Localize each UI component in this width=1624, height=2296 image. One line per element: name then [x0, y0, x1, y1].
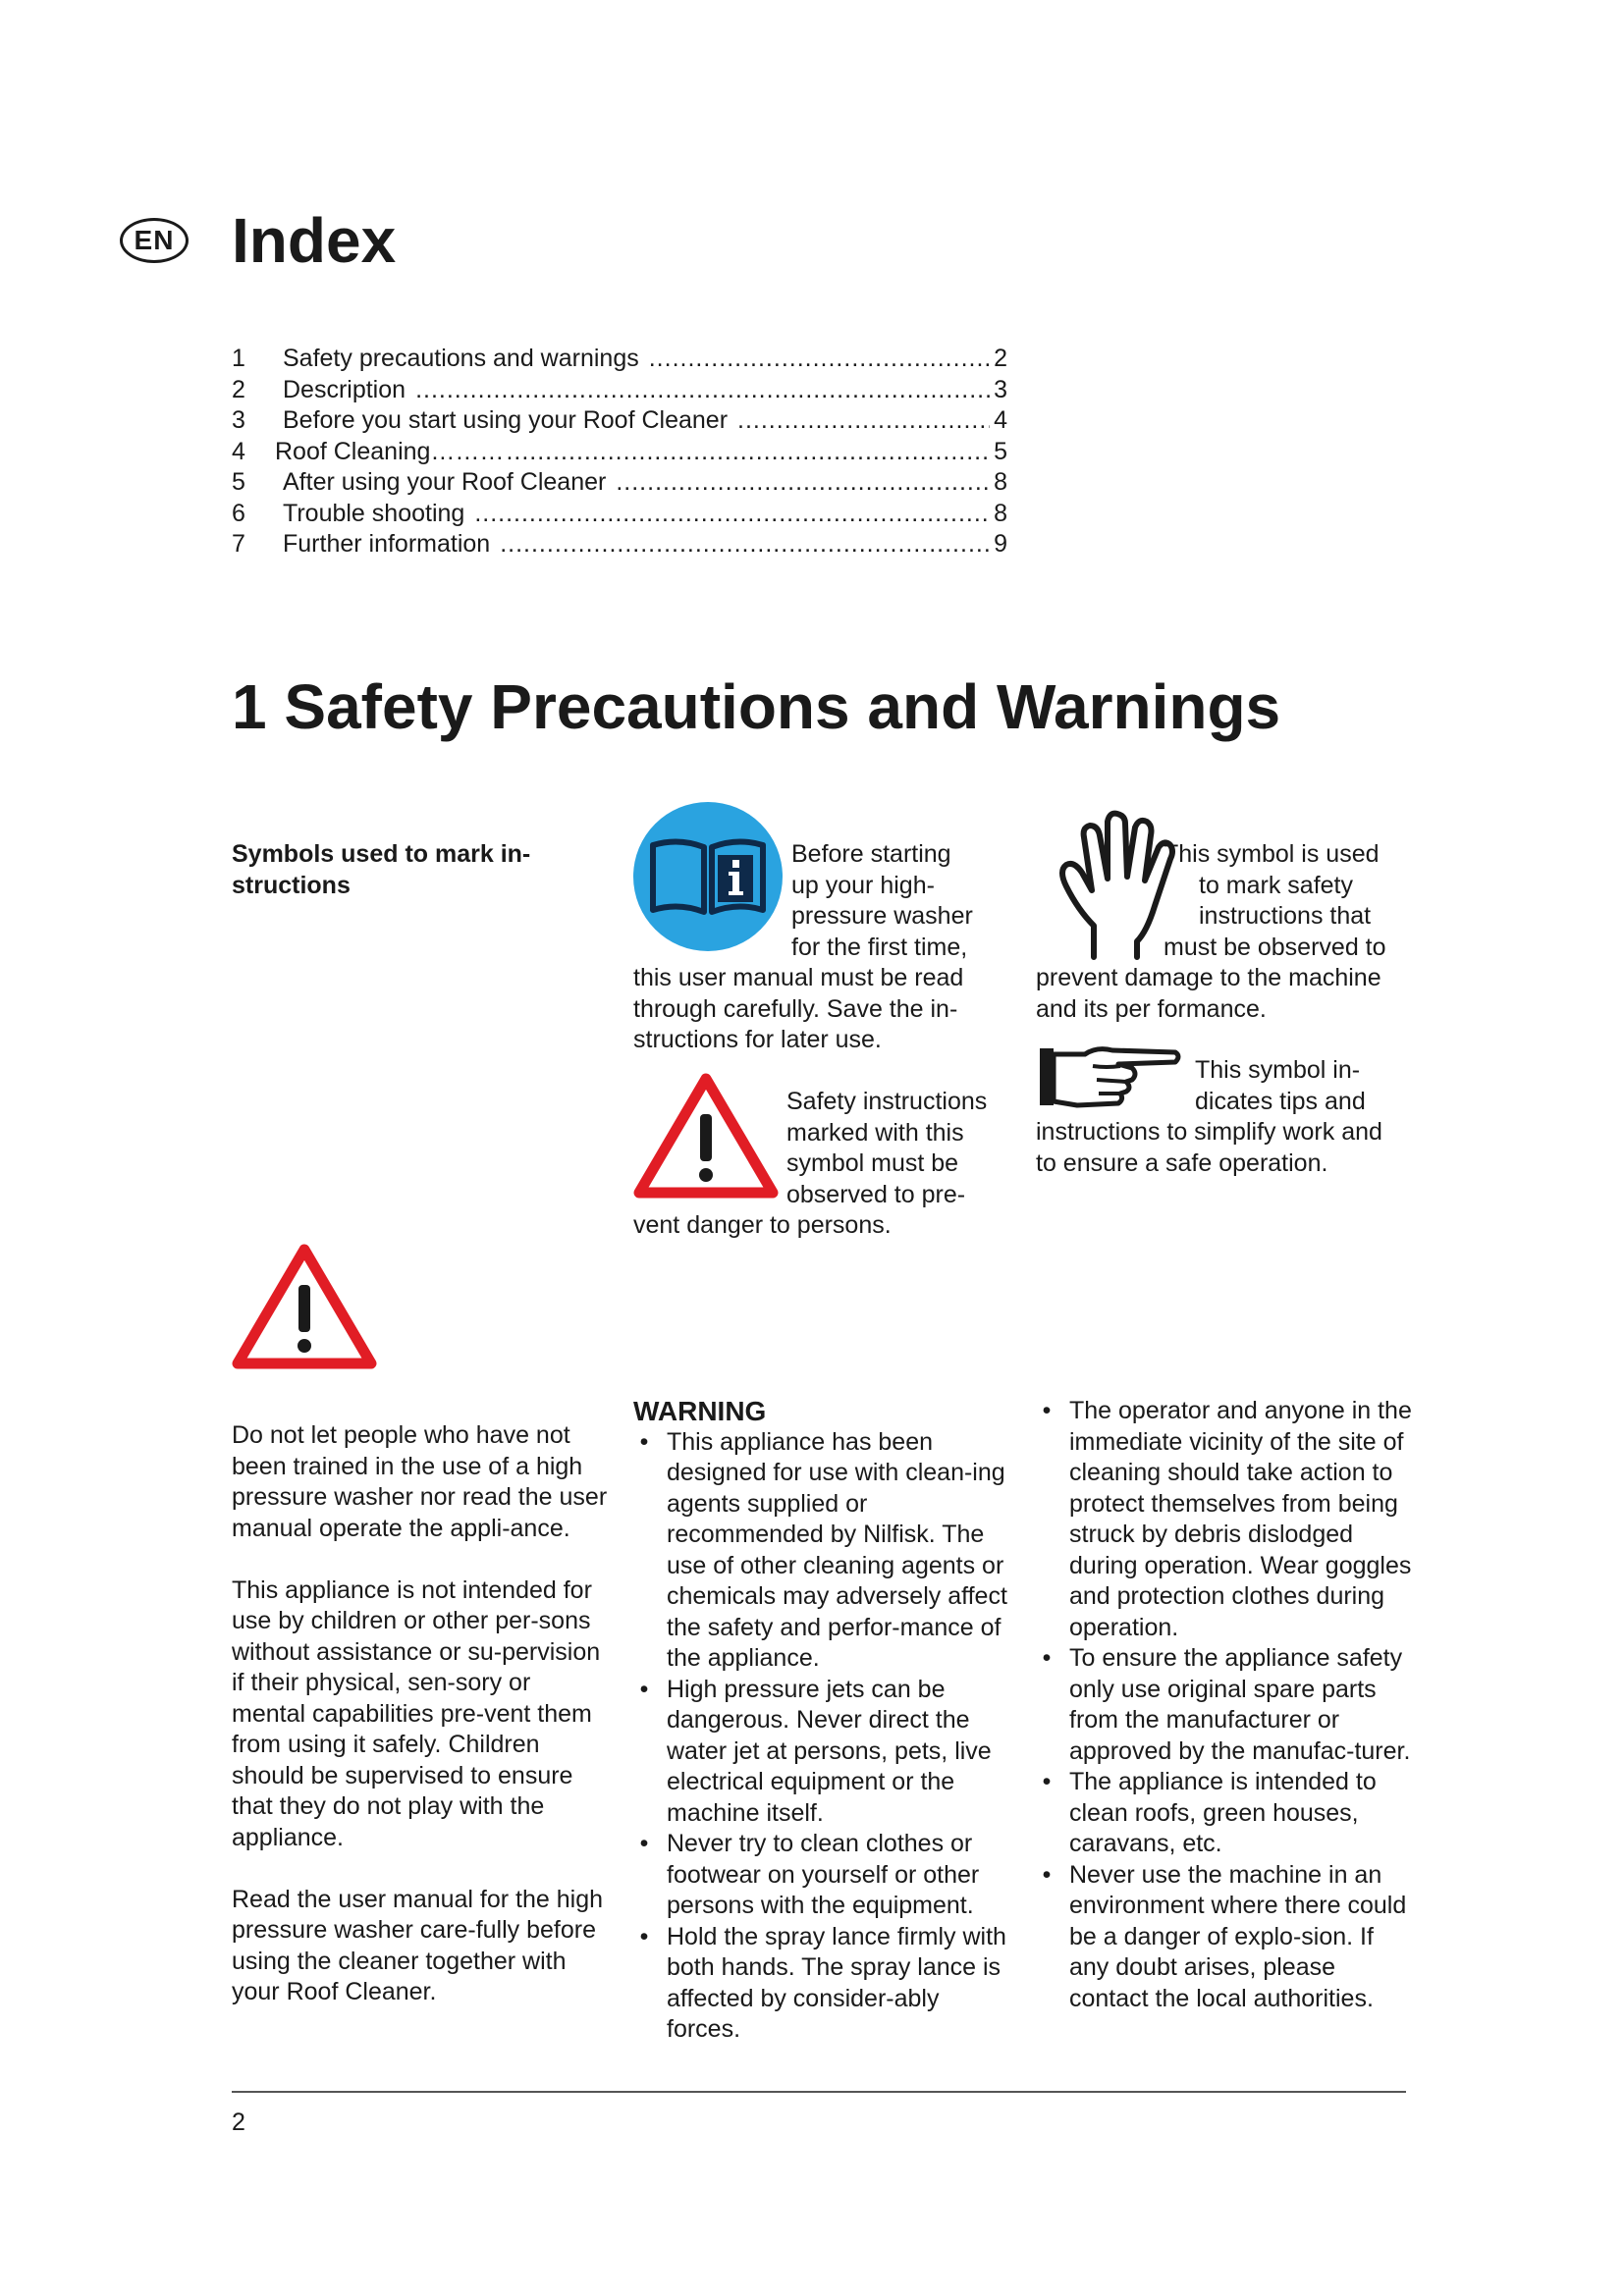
warning-symbol-description-wrap	[786, 1087, 1027, 1210]
hand-symbol-text-line: This symbol is used	[1164, 840, 1380, 868]
table-of-contents	[232, 344, 1007, 561]
manual-symbol-text-line: Before starting	[791, 840, 951, 868]
toc-entry-label: Trouble shooting	[283, 499, 465, 527]
toc-entry-number: 3	[232, 406, 245, 434]
toc-leader-dots	[500, 529, 990, 561]
manual-symbol-text-line: this user manual must be read	[633, 964, 964, 991]
warning-bullet: • Never try to clean clothes or footwear on yourself or other persons with the equipment.	[633, 1829, 1018, 1922]
toc-entry[interactable]	[232, 437, 1007, 468]
toc-entry-label: Safety precautions and warnings	[283, 345, 639, 372]
toc-entry[interactable]	[232, 344, 1007, 375]
read-manual-icon	[633, 802, 783, 951]
warning-triangle-icon	[633, 1073, 779, 1199]
toc-leader-dots	[474, 499, 990, 530]
hand-symbol-text-line: must be observed to	[1164, 933, 1386, 961]
toc-entry-label: After using your Roof Cleaner	[283, 468, 607, 496]
toc-entry[interactable]	[232, 467, 1007, 499]
toc-entry-page: 5	[994, 437, 1007, 465]
toc-entry-number: 2	[232, 375, 245, 403]
pointer-symbol-description	[1036, 1117, 1419, 1179]
toc-entry-label: Roof Cleaning………	[275, 437, 505, 465]
right-bullet: • Never use the machine in an environment where there could be a danger of explo-sion. If any doubt arises, please contact the local authorities.	[1036, 1860, 1417, 2015]
toc-entry-label: Further information	[283, 530, 491, 558]
warning-bullet: • High pressure jets can be dangerous. Never direct the water jet at persons, pets, live electrical equipment or the machine itself.	[633, 1675, 1018, 1830]
section-title: 1 Safety Precautions and Warnings	[232, 671, 1281, 742]
warning-symbol-text-line: marked with this	[786, 1118, 964, 1147]
toc-entry-page: 8	[994, 499, 1007, 527]
toc-leader-dots	[506, 437, 990, 468]
symbols-heading: Symbols used to mark in-structions	[232, 840, 531, 899]
warning-heading: WARNING	[633, 1396, 767, 1426]
right-bullet: • To ensure the appliance safety only use original spare parts from the manufacturer or approved by the manufac-turer.	[1036, 1643, 1417, 1767]
middle-column	[633, 1396, 1018, 2046]
hand-symbol-text-line: to mark safety	[1199, 871, 1353, 899]
index-title: Index	[232, 205, 397, 276]
warning-triangle-large-icon	[232, 1244, 377, 1369]
left-column-paragraph: Do not let people who have not been trained in the use of a high pressure washer nor read the user manual operate the appli-ance.	[232, 1421, 608, 1542]
pointer-symbol-description-wrap	[1195, 1055, 1411, 1117]
toc-entry-page: 9	[994, 530, 1007, 558]
toc-entry-page: 3	[994, 375, 1007, 403]
pointer-symbol-text-line: instructions to simplify work and	[1036, 1118, 1382, 1146]
toc-entry-number: 6	[232, 499, 245, 527]
right-bullet-list	[1036, 1396, 1417, 2014]
toc-entry-label: Description	[283, 375, 406, 403]
toc-entry[interactable]	[232, 405, 1007, 437]
toc-entry-number: 1	[232, 345, 245, 372]
toc-entry-page: 2	[994, 345, 1007, 372]
warning-symbol-text-line: observed to pre-	[786, 1180, 966, 1208]
toc-entry-page: 4	[994, 406, 1007, 434]
warning-symbol-description	[633, 1210, 1026, 1242]
warning-symbol-text-line: Safety instructions	[786, 1088, 988, 1115]
pointing-hand-icon	[1038, 1041, 1183, 1113]
manual-symbol-text-line: for the first time,	[791, 933, 968, 961]
right-column	[1036, 1396, 1417, 2014]
manual-symbol-description-wrap	[791, 839, 1027, 963]
page-number: 2	[232, 2109, 245, 2136]
toc-entry[interactable]	[232, 499, 1007, 530]
manual-symbol-description	[633, 963, 1026, 1056]
hand-symbol-description	[1036, 963, 1419, 1025]
manual-symbol-text-line: pressure washer	[791, 902, 973, 930]
right-bullet: • The operator and anyone in the immediate vicinity of the site of cleaning should take action to protect themselves from being struck by debris dislodged during operation. Wear goggles and protection clothes during operation.	[1036, 1396, 1417, 1643]
warning-bullet: • Hold the spray lance firmly with both hands. The spray lance is affected by consider-ably forces.	[633, 1922, 1018, 2046]
pointer-symbol-text-line: to ensure a safe operation.	[1036, 1148, 1328, 1177]
toc-entry-number: 5	[232, 468, 245, 496]
footer-divider	[232, 2091, 1406, 2093]
hand-symbol-text-line: prevent damage to the machine	[1036, 964, 1381, 991]
pointer-symbol-text-line: This symbol in-	[1195, 1056, 1361, 1084]
warning-symbol-text-line: symbol must be	[786, 1149, 959, 1177]
hand-symbol-text-line: and its per formance.	[1036, 994, 1267, 1023]
warning-bullet-list	[633, 1427, 1018, 2046]
toc-leader-dots	[616, 467, 990, 499]
pointer-symbol-text-line: dicates tips and	[1195, 1087, 1366, 1115]
toc-entry-page: 8	[994, 468, 1007, 496]
left-column-paragraph: This appliance is not intended for use by children or other per-sons without assistance or su-pervision if their physical, sen-sory or mental capabilities pre-vent them from using it safely. Children should be supervised to ensure that they do not play with the appliance.	[232, 1575, 601, 1851]
toc-leader-dots	[415, 375, 990, 406]
language-badge	[120, 218, 189, 263]
language-badge-label: EN	[134, 225, 175, 255]
toc-entry-number: 7	[232, 530, 245, 558]
manual-symbol-text-line: up your high-	[791, 871, 935, 899]
toc-leader-dots	[649, 344, 990, 375]
toc-entry-number: 4	[232, 437, 245, 465]
toc-entry-label: Before you start using your Roof Cleaner	[283, 406, 729, 434]
manual-symbol-text-line: through carefully. Save the in-	[633, 994, 958, 1023]
hand-symbol-text-line: instructions that	[1199, 902, 1372, 930]
left-column	[232, 1396, 610, 2033]
toc-entry[interactable]	[232, 375, 1007, 406]
left-column-paragraph: Read the user manual for the high pressure washer care-fully before using the cleaner together with your Roof Cleaner.	[232, 1885, 604, 2005]
warning-symbol-text-line: vent danger to persons.	[633, 1211, 892, 1239]
warning-bullet: • This appliance has been designed for use with clean-ing agents supplied or recommended by Nilfisk. The use of other cleaning agents or chemicals may adversely affect the safety and perfor-mance of the appliance.	[633, 1427, 1018, 1675]
hand-symbol-description-wrap	[1164, 839, 1409, 963]
toc-leader-dots	[737, 405, 990, 437]
manual-symbol-text-line: structions for later use.	[633, 1026, 882, 1053]
toc-entry[interactable]	[232, 529, 1007, 561]
right-bullet: • The appliance is intended to clean roofs, green houses, caravans, etc.	[1036, 1767, 1417, 1860]
